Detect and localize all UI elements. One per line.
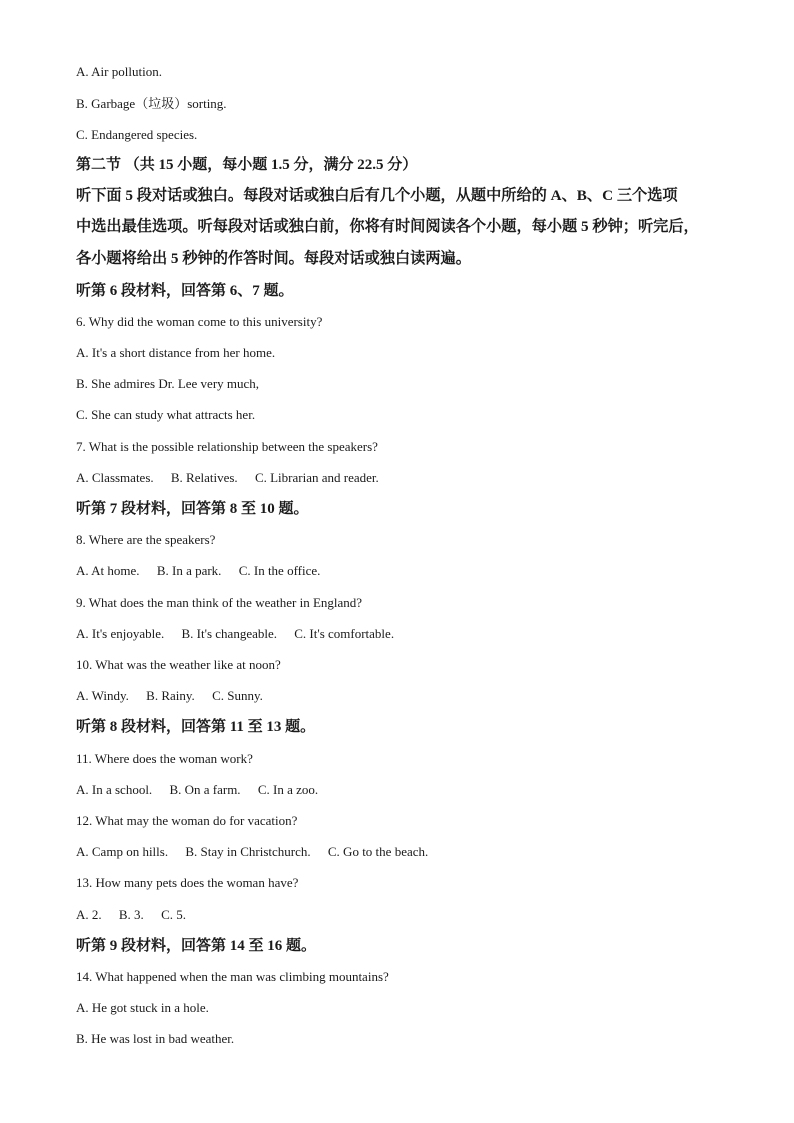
question-9-option-c: C. It's comfortable. xyxy=(294,626,395,641)
question-10-stem: 10. What was the weather like at noon? xyxy=(76,657,281,672)
question-10-option-c: C. Sunny. xyxy=(212,688,263,703)
question-6-option-b: B. She admires Dr. Lee very much, xyxy=(76,376,260,391)
question-9-stem: 9. What does the man think of the weather in England? xyxy=(76,595,363,610)
question-13-options xyxy=(76,907,186,923)
question-7-stem: 7. What is the possible relationship between the speakers? xyxy=(76,439,378,454)
question-14-option-a: A. He got stuck in a hole. xyxy=(76,1000,209,1015)
question-8-option-a: A. At home. xyxy=(76,563,140,578)
question-6-option-a: A. It's a short distance from her home. xyxy=(76,345,276,360)
question-13-stem: 13. How many pets does the woman have? xyxy=(76,875,299,890)
question-10-option-a: A. Windy. xyxy=(76,688,129,703)
question-12-option-b: B. Stay in Christchurch. xyxy=(185,844,311,859)
section2-instructions-line2: 中选出最佳选项。听每段对话或独白前，你将有时间阅读各个小题，每小题 5 秒钟；听完后， xyxy=(76,218,699,235)
question-12-options xyxy=(76,844,428,860)
question-8-stem: 8. Where are the speakers? xyxy=(76,532,216,547)
passage9-heading: 听第 9 段材料，回答第 14 至 16 题。 xyxy=(76,938,317,954)
question-12-option-a: A. Camp on hills. xyxy=(76,844,169,859)
option-c-endangered-species: C. Endangered species. xyxy=(76,127,198,142)
passage8-heading: 听第 8 段材料，回答第 11 至 13 题。 xyxy=(76,719,316,735)
question-12-option-c: C. Go to the beach. xyxy=(327,844,429,859)
question-9-option-b: B. It's changeable. xyxy=(181,626,277,641)
question-7-option-b: B. Relatives. xyxy=(170,470,238,485)
question-11-options xyxy=(76,782,318,798)
question-7-option-c: C. Librarian and reader. xyxy=(254,470,379,485)
passage7-heading: 听第 7 段材料，回答第 8 至 10 题。 xyxy=(76,501,309,517)
question-13-option-a: A. 2. xyxy=(76,907,102,922)
question-13-option-b: B. 3. xyxy=(118,907,144,922)
question-9-options xyxy=(76,626,394,642)
question-6-option-c: C. She can study what attracts her. xyxy=(76,407,256,422)
question-10-options xyxy=(76,688,263,704)
option-b-garbage-sorting: B. Garbage（垃圾）sorting. xyxy=(76,96,227,111)
section2-instructions-line1: 听下面 5 段对话或独白。每段对话或独白后有几个小题，从题中所给的 A、B、C 三个选项 xyxy=(76,187,678,204)
section2-title: 第二节 （共 15 小题，每小题 1.5 分，满分 22.5 分） xyxy=(76,157,418,173)
question-13-option-c: C. 5. xyxy=(161,907,186,922)
question-10-option-b: B. Rainy. xyxy=(146,688,195,703)
question-8-option-c: C. In the office. xyxy=(238,563,321,578)
question-11-option-a: A. In a school. xyxy=(76,782,153,797)
question-8-options xyxy=(76,563,320,579)
question-9-option-a: A. It's enjoyable. xyxy=(76,626,165,641)
option-a-air-pollution: A. Air pollution. xyxy=(76,64,162,79)
question-11-option-b: B. On a farm. xyxy=(169,782,241,797)
section2-instructions-line3: 各小题将给出 5 秒钟的作答时间。每段对话或独白读两遍。 xyxy=(76,250,471,267)
question-14-option-b: B. He was lost in bad weather. xyxy=(76,1031,235,1046)
question-7-options xyxy=(76,470,379,486)
question-7-option-a: A. Classmates. xyxy=(76,470,154,485)
question-11-stem: 11. Where does the woman work? xyxy=(76,751,253,766)
question-11-option-c: C. In a zoo. xyxy=(257,782,319,797)
question-8-option-b: B. In a park. xyxy=(156,563,222,578)
question-14-stem: 14. What happened when the man was climbing mountains? xyxy=(76,969,389,984)
passage6-heading: 听第 6 段材料，回答第 6、7 题。 xyxy=(76,283,294,299)
question-12-stem: 12. What may the woman do for vacation? xyxy=(76,813,298,828)
question-6-stem: 6. Why did the woman come to this university? xyxy=(76,314,323,329)
